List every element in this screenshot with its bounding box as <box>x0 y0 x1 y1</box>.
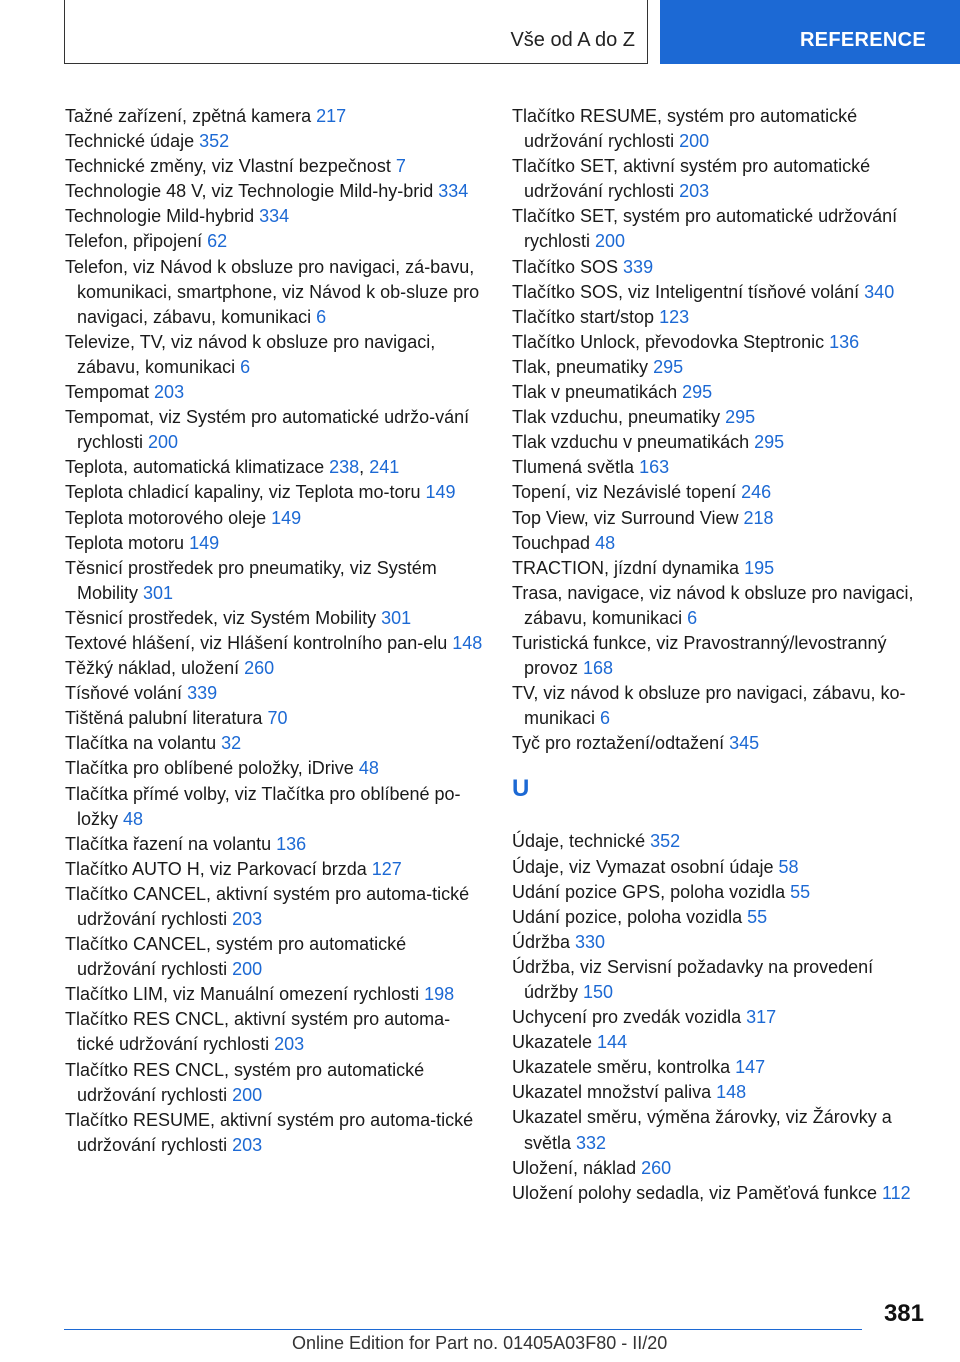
index-entry <box>65 681 485 706</box>
page-reference-link[interactable]: 203 <box>232 1134 263 1155</box>
page-reference-link[interactable]: 334 <box>438 181 469 202</box>
page-reference-link[interactable]: 295 <box>653 356 684 377</box>
entry-term: Ukazatel množství paliva <box>512 1082 717 1103</box>
index-entry <box>65 104 485 129</box>
page-reference-link[interactable]: 238 <box>329 457 360 478</box>
entry-term: Tlačítko AUTO H, viz Parkovací brzda <box>65 858 372 879</box>
entry-term: Tlačítko CANCEL, systém pro automatické udržování rychlosti <box>65 934 407 980</box>
entry-term: Tlačítko SOS, viz Inteligentní tísňové volání <box>512 281 865 302</box>
entry-term: Teplota chladicí kapaliny, viz Teplota mo-toru <box>65 482 426 503</box>
footer-edition: Online Edition for Part no. 01405A03F80 - II/20 <box>292 1333 668 1353</box>
index-entry <box>65 1108 485 1158</box>
entry-term: Tlačítko LIM, viz Manuální omezení rychlosti <box>65 984 425 1005</box>
index-group-t <box>512 104 932 756</box>
page-reference-link[interactable]: 48 <box>358 758 379 779</box>
index-entry <box>65 631 485 656</box>
page-reference-link[interactable]: 200 <box>595 231 626 252</box>
entry-term: Uložení, náklad <box>512 1157 642 1178</box>
index-entry <box>65 982 485 1007</box>
page-reference-link[interactable]: 334 <box>259 206 290 227</box>
entry-term: Televize, TV, viz návod k obsluze pro navigaci, zábavu, komunikaci <box>65 331 436 377</box>
entry-term: Ukazatele směru, kontrolka <box>512 1057 736 1078</box>
entry-term: Tlačítko Unlock, převodovka Steptronic <box>512 331 830 352</box>
index-entry <box>512 506 932 531</box>
entry-term: Tempomat <box>65 382 155 403</box>
section-letter: U <box>512 775 530 803</box>
entry-term: Tlačítko RESUME, aktivní systém pro automa-tické udržování rychlosti <box>65 1109 474 1155</box>
index-entry <box>65 229 485 254</box>
footer <box>292 1333 667 1354</box>
entry-term: Topení, viz Nezávislé topení <box>512 482 742 503</box>
page-reference-link[interactable]: 317 <box>746 1007 777 1028</box>
entry-term: Tlačítko RESUME, systém pro automatické udržování rychlosti <box>512 106 858 152</box>
page-reference-link[interactable]: 148 <box>452 632 483 653</box>
entry-term: Těžký náklad, uložení <box>65 658 245 679</box>
index-entry <box>512 1005 932 1030</box>
page-reference-link[interactable]: 70 <box>267 708 288 729</box>
page-reference-link[interactable]: 136 <box>829 331 860 352</box>
page-reference-link[interactable]: 203 <box>274 1034 305 1055</box>
page-reference-link[interactable]: 345 <box>729 733 760 754</box>
index-entry <box>512 204 932 254</box>
entry-term: Tlačítko SET, aktivní systém pro automatické udržování rychlosti <box>512 156 871 202</box>
index-entry <box>512 330 932 355</box>
page-reference-link[interactable]: 339 <box>187 683 218 704</box>
page-reference-link[interactable]: 163 <box>639 457 670 478</box>
page-reference-link[interactable]: 352 <box>199 131 230 152</box>
index-entry <box>512 405 932 430</box>
index-entry <box>65 882 485 932</box>
entry-term: Tlačítka pro oblíbené položky, iDrive <box>65 758 359 779</box>
index-entry <box>512 455 932 480</box>
page-reference-link[interactable]: 149 <box>425 482 456 503</box>
index-entry <box>65 480 485 505</box>
index-group-u <box>512 829 932 1205</box>
section-title: Vše od A do Z <box>510 29 635 51</box>
page-reference-link[interactable]: 295 <box>754 432 785 453</box>
entry-term: Tlačítko SOS <box>512 256 624 277</box>
index-entry <box>512 1030 932 1055</box>
entry-term: Údržba <box>512 931 576 952</box>
page-reference-link[interactable]: 7 <box>395 156 406 177</box>
page-reference-link[interactable]: 62 <box>207 231 228 252</box>
entry-term: Tempomat, viz Systém pro automatické udržo-vání rychlosti <box>65 407 470 453</box>
page-number: 381 <box>883 1300 924 1327</box>
page-reference-link[interactable]: 6 <box>316 306 327 327</box>
index-entry <box>65 782 485 832</box>
page-reference-link[interactable]: 6 <box>600 708 611 729</box>
index-entry <box>65 1058 485 1108</box>
entry-term: Tlačítka řazení na volantu <box>65 833 277 854</box>
entry-term: Turistická funkce, viz Pravostranný/levostranný provoz <box>512 632 887 679</box>
page-reference-link[interactable]: 123 <box>659 306 690 327</box>
index-entry <box>65 255 485 330</box>
index-entry <box>65 1007 485 1057</box>
index-entry <box>512 531 932 556</box>
page-reference-link[interactable]: 112 <box>881 1182 911 1203</box>
page-reference-link[interactable]: 149 <box>189 532 220 553</box>
index-entry <box>512 355 932 380</box>
index-entry <box>512 930 932 955</box>
index-entry <box>512 581 932 631</box>
page-reference-link[interactable]: 195 <box>744 557 775 578</box>
index-entry <box>512 731 932 756</box>
index-entry <box>512 681 932 731</box>
entry-term: Udání pozice, poloha vozidla <box>512 906 748 927</box>
index-entry <box>65 531 485 556</box>
page-reference-link[interactable]: 55 <box>790 881 811 902</box>
entry-term: Tlačítko SET, systém pro automatické udržování rychlosti <box>512 206 898 252</box>
index-entry <box>512 905 932 930</box>
index-entry <box>65 932 485 982</box>
index-entry <box>512 104 932 154</box>
page-reference-link[interactable]: 218 <box>743 507 774 528</box>
page-reference-link[interactable]: 340 <box>864 281 895 302</box>
index-entry <box>512 829 932 854</box>
entry-term: Tlak vzduchu v pneumatikách <box>512 432 755 453</box>
index-entry <box>512 1105 932 1155</box>
page-reference-link[interactable]: 147 <box>735 1057 766 1078</box>
entry-term: Technologie Mild-hybrid <box>65 206 260 227</box>
entry-term: Technické změny, viz Vlastní bezpečnost <box>65 156 396 177</box>
index-entry <box>512 380 932 405</box>
index-column-right <box>512 104 932 1206</box>
page-reference-link[interactable]: 148 <box>716 1082 747 1103</box>
index-entry <box>512 880 932 905</box>
entry-term: Údaje, technické <box>512 831 651 852</box>
page-reference-link[interactable]: 200 <box>232 959 263 980</box>
entry-term: Telefon, připojení <box>65 231 208 252</box>
index-entry <box>512 430 932 455</box>
entry-term: Těsnicí prostředek, viz Systém Mobility <box>65 607 382 628</box>
index-entry <box>512 1156 932 1181</box>
page-reference-link[interactable]: 48 <box>123 808 144 829</box>
index-entry <box>65 405 485 455</box>
index-entry <box>65 706 485 731</box>
page-reference-link[interactable]: 330 <box>575 931 606 952</box>
page-reference-link[interactable]: 260 <box>244 658 275 679</box>
index-column-left <box>65 104 485 1158</box>
entry-term: Tísňové volání <box>65 683 188 704</box>
index-entry <box>512 480 932 505</box>
page-reference-link[interactable]: 55 <box>747 906 768 927</box>
entry-term: Ukazatel směru, výměna žárovky, viz Žárovky a světla <box>512 1107 892 1153</box>
entry-term: Teplota, automatická klimatizace <box>65 457 330 478</box>
index-entry <box>512 1055 932 1080</box>
page-reference-link[interactable]: 217 <box>316 106 347 126</box>
index-entry <box>512 305 932 330</box>
page-reference-link[interactable]: 301 <box>143 582 174 603</box>
index-entry <box>65 756 485 781</box>
page-reference-link[interactable]: 168 <box>583 658 614 679</box>
page-reference-link[interactable]: 58 <box>778 856 799 877</box>
index-entry <box>512 255 932 280</box>
page-reference-link[interactable]: 150 <box>583 982 614 1002</box>
section-tab <box>64 0 648 64</box>
entry-term: Ukazatele <box>512 1032 598 1053</box>
page-reference-link[interactable]: 203 <box>154 382 185 403</box>
index-entry <box>512 154 932 204</box>
index-entry <box>65 380 485 405</box>
index-entry <box>65 556 485 606</box>
chapter-title: REFERENCE <box>799 29 926 51</box>
entry-term: Tlačítko CANCEL, aktivní systém pro automa-tické udržování rychlosti <box>65 883 470 929</box>
index-entry <box>65 129 485 154</box>
entry-term: Touchpad <box>512 532 596 553</box>
index-entry <box>512 955 932 1005</box>
index-entry: Teplota, automatická klimatizace 238, 241 <box>65 457 400 478</box>
entry-term: TRACTION, jízdní dynamika <box>512 557 745 578</box>
page-reference-link[interactable]: 295 <box>725 407 756 428</box>
page-reference-link[interactable]: 241 <box>369 457 400 478</box>
entry-term: Teplota motorového oleje <box>65 507 272 528</box>
entry-term: Tlačítko start/stop <box>512 306 660 327</box>
page-reference-link[interactable]: 352 <box>650 831 681 852</box>
index-entry <box>65 330 485 380</box>
index-entry <box>65 857 485 882</box>
page-reference-link[interactable]: 203 <box>232 909 263 929</box>
entry-term: Tištěná palubní literatura <box>65 708 268 729</box>
page-reference-link[interactable]: 200 <box>148 432 179 453</box>
page-reference-link[interactable]: 200 <box>679 131 710 152</box>
index-entry <box>512 1181 932 1206</box>
page-reference-link[interactable]: 136 <box>276 833 307 854</box>
page-reference-link[interactable]: 332 <box>576 1132 607 1153</box>
page-reference-link[interactable]: 6 <box>240 356 251 377</box>
entry-term: Textové hlášení, viz Hlášení kontrolního pan-elu <box>65 632 453 653</box>
page-reference-link[interactable]: 200 <box>232 1084 263 1105</box>
entry-term: Technologie 48 V, viz Technologie Mild-hy-brid <box>65 181 439 202</box>
page-reference-link[interactable]: 144 <box>597 1032 628 1053</box>
index-entry <box>65 731 485 756</box>
page-reference-link[interactable]: 246 <box>741 482 772 503</box>
index-entry <box>65 154 485 179</box>
entry-term: Údržba, viz Servisní požadavky na provedení údržby <box>512 956 874 1002</box>
chapter-tab <box>660 0 960 64</box>
page-reference-link[interactable]: 149 <box>271 507 302 528</box>
entry-term: Udání pozice GPS, poloha vozidla <box>512 881 791 902</box>
entry-term: Tlak, pneumatiky <box>512 356 654 377</box>
page-reference-link[interactable]: 32 <box>221 733 242 754</box>
entry-term: Tlumená světla <box>512 457 640 478</box>
index-entry <box>65 606 485 631</box>
index-entry <box>65 656 485 681</box>
entry-term: Technické údaje <box>65 131 200 152</box>
entry-term: Tažné zařízení, zpětná kamera <box>65 106 317 126</box>
index-entry <box>65 506 485 531</box>
entry-term: TV, viz návod k obsluze pro navigaci, zábavu, ko-munikaci <box>512 683 906 729</box>
index-entry <box>65 179 485 204</box>
page-reference-link[interactable]: 339 <box>623 256 654 277</box>
page-reference-link[interactable]: 301 <box>381 607 412 628</box>
index-entry <box>65 204 485 229</box>
page-reference-link[interactable]: 295 <box>682 382 713 403</box>
entry-term: Telefon, viz Návod k obsluze pro navigaci, zá-bavu, komunikaci, smartphone, viz Návod k ob-sluze pro navigaci, zábavu, komunikaci <box>65 256 480 327</box>
entry-term: Teplota motoru <box>65 532 190 553</box>
entry-term: Top View, viz Surround View <box>512 507 744 528</box>
page-reference-link[interactable]: 260 <box>641 1157 672 1178</box>
entry-term: Uložení polohy sedadla, viz Paměťová funkce <box>512 1182 882 1203</box>
index-entry <box>512 280 932 305</box>
page-reference-link[interactable]: 127 <box>371 858 402 879</box>
entry-term: Tlak v pneumatikách <box>512 382 683 403</box>
entry-term: Tlačítko RES CNCL, systém pro automatické udržování rychlosti <box>65 1059 425 1105</box>
entry-term: Tyč pro roztažení/odtažení <box>512 733 730 754</box>
footer-divider <box>64 1329 862 1330</box>
index-entry <box>65 832 485 857</box>
index-entry <box>512 855 932 880</box>
entry-term: Tlačítka přímé volby, viz Tlačítka pro oblíbené po-ložky <box>65 783 461 829</box>
entry-term: Tlačítko RES CNCL, aktivní systém pro automa-tické udržování rychlosti <box>65 1009 451 1055</box>
entry-term: Těsnicí prostředek pro pneumatiky, viz Systém Mobility <box>65 557 437 603</box>
page-reference-link[interactable]: 198 <box>424 984 455 1005</box>
index-entry <box>512 1080 932 1105</box>
page-reference-link[interactable]: 6 <box>687 607 698 628</box>
page-reference-link[interactable]: 48 <box>595 532 616 553</box>
index-entry <box>512 556 932 581</box>
entry-term: Tlačítka na volantu <box>65 733 222 754</box>
entry-term: Údaje, viz Vymazat osobní údaje <box>512 856 779 877</box>
index-entry <box>512 631 932 681</box>
page-header <box>0 0 960 66</box>
page-reference-link[interactable]: 203 <box>679 181 710 202</box>
entry-term: Tlak vzduchu, pneumatiky <box>512 407 726 428</box>
entry-term: Trasa, navigace, viz návod k obsluze pro navigaci, zábavu, komunikaci <box>512 582 914 628</box>
entry-term: Uchycení pro zvedák vozidla <box>512 1007 747 1028</box>
